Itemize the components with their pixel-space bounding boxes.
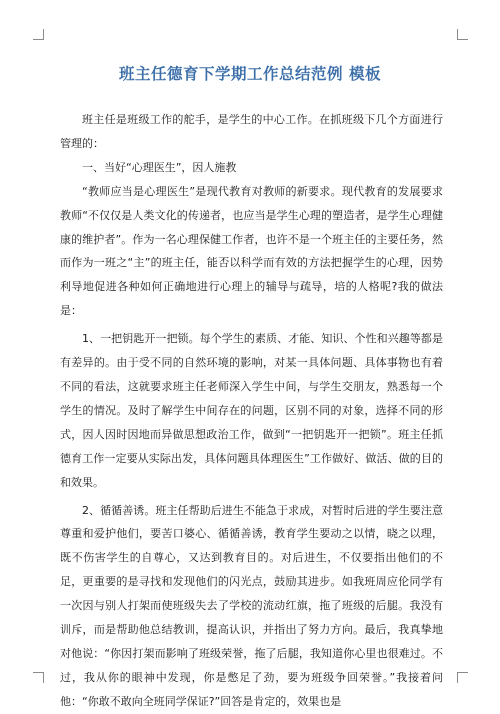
body-paragraph: “教师应当是心理医生”是现代教育对教师的新要求。现代教育的发展要求教师“不仅仅是人类文化的传递者，也应当是学生心理的塑造者，是学生心理健康的维护者”。作为一名心理保健工作者，也许不是一个班主任的主要任务，然而作为一班之“主”的班主任，能否以科学而有效的方法把握学生的心理，因势利导地促进各种如何正确地进行心理上的辅导与疏导，培的人格呢?我的做法是：	[60, 184, 443, 318]
document-body	[60, 108, 443, 714]
crop-mark-top-left	[33, 29, 44, 40]
body-paragraph: 2、循循善诱。班主任帮助后进生不能急于求成，对暂时后进的学生要注意尊重和爱护他们，要苦口婆心、循循善诱，教育学生要动之以情，晓之以理，既不伤害学生的自尊心，又达到教育目的。对后进生，不仅要指出他们的不足，更重要的是寻找和发现他们的闪光点，鼓励其进步。如我班周应伦同学有一次因与别人打架而使班级失去了学校的流动红旗，拖了班级的后腿。我没有训斥，而是帮助他总结教训，提高认识，并指出了努力方向。最后，我真挚地对他说：“你因打架而影响了班级荣誉，拖了后腿，我知道你心里也很难过。不过，我从你的眼神中发现，你是憋足了劲，要为班级争回荣誉。”我接着问他：“你敢不敢向全班同学保证?”回答是肯定的，效果也是	[60, 503, 443, 708]
document-title: 班主任德育下学期工作总结范例 模板	[119, 65, 381, 83]
crop-mark-bottom-left	[33, 672, 44, 683]
intro-paragraph: 班主任是班级工作的舵手，是学生的中心工作。在抓班级下几个方面进行管理的：	[60, 113, 443, 150]
crop-mark-top-right	[457, 29, 468, 40]
body-paragraph: 1、一把钥匙开一把锁。每个学生的素质、才能、知识、个性和兴趣等都是有差异的。由于受不同的自然环境的影响，对某一具体问题、具体事物也有着不同的看法，这就要求班主任老师深入学生中间，与学生交朋友，熟悉每一个学生的情况。及时了解学生中间存在的问题，区别不同的对象，选择不同的形式，因人因时因地而异做思想政治工作，做到“一把钥匙开一把锁”。班主任抓德育工作一定要从实际出发，具体问题具体理医生”工作做好、做活、做的目的和效果。	[60, 332, 443, 489]
section-heading: 一、当好“心理医生”，因人施教	[82, 160, 237, 174]
crop-mark-bottom-right	[457, 672, 468, 683]
